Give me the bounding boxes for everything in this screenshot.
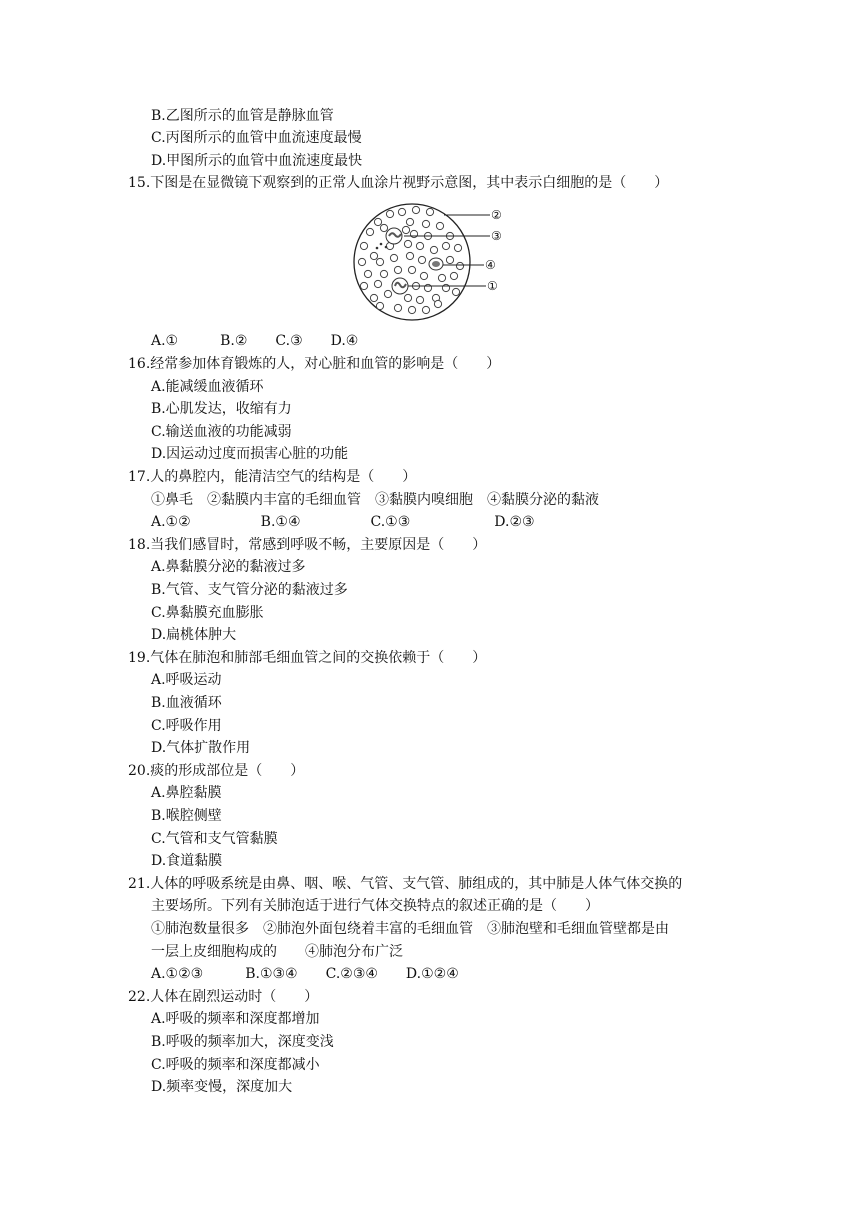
red-blood-cell (416, 296, 423, 303)
blood-smear-figure (350, 200, 510, 328)
red-blood-cell (376, 258, 383, 265)
red-blood-cell (380, 224, 387, 231)
white-blood-cell-1 (392, 278, 408, 294)
red-blood-cell (408, 306, 415, 313)
red-blood-cell (408, 266, 415, 273)
red-blood-cell (442, 242, 449, 249)
red-blood-cell (438, 274, 445, 281)
q16-option-b: B.心肌发达，收缩有力 (151, 401, 292, 417)
q21-items-line1: ①肺泡数量很多 ②肺泡外面包绕着丰富的毛细血管 ③肺泡壁和毛细血管壁都是由 (151, 921, 669, 937)
q15-options: A.① B.② C.③ D.④ (151, 333, 359, 349)
red-blood-cell (452, 288, 459, 295)
q21-options: A.①②③ B.①③④ C.②③④ D.①②④ (151, 966, 459, 982)
q16-option-c: C.输送血液的功能减弱 (151, 424, 292, 440)
q18-option-c: C.鼻黏膜充血膨胀 (151, 605, 264, 621)
q20-option-d: D.食道黏膜 (151, 853, 223, 869)
q17-options: A.①② B.①④ C.①③ D.②③ (151, 514, 535, 530)
q14-option-b: B.乙图所示的血管是静脉血管 (151, 108, 334, 124)
q19-option-a: A.呼吸运动 (151, 672, 222, 688)
red-blood-cell (360, 282, 367, 289)
red-blood-cell (434, 300, 441, 307)
red-blood-cell (394, 266, 401, 273)
q18-option-b: B.气管、支气管分泌的黏液过多 (151, 582, 348, 598)
red-blood-cell (456, 262, 463, 269)
figure-label-3: ③ (491, 229, 502, 243)
red-blood-cell (436, 222, 443, 229)
q19-option-b: B.血液循环 (151, 695, 222, 711)
red-blood-cell (394, 304, 401, 311)
q17-stem: 17.人的鼻腔内，能清洁空气的结构是（ ） (128, 469, 417, 485)
red-blood-cell (370, 294, 377, 301)
q19-option-d: D.气体扩散作用 (151, 740, 251, 756)
red-blood-cell (406, 252, 413, 259)
q21-items-line2: 一层上皮细胞构成的 ④肺泡分布广泛 (151, 944, 403, 960)
figure-label-4: ④ (485, 258, 496, 272)
q16-option-a: A.能减缓血液循环 (151, 379, 264, 395)
red-blood-cell (420, 272, 427, 279)
red-blood-cell (426, 208, 433, 215)
q22-stem: 22.人体在剧烈运动时（ ） (128, 989, 319, 1005)
q20-stem: 20.痰的形成部位是（ ） (128, 763, 305, 779)
red-blood-cell (404, 294, 411, 301)
red-blood-cell (442, 284, 449, 291)
red-blood-cell (358, 258, 365, 265)
q16-option-d: D.因运动过度而损害心脏的功能 (151, 446, 349, 462)
white-blood-cell-3 (386, 228, 402, 244)
cell-4 (429, 258, 443, 270)
q22-option-a: A.呼吸的频率和深度都增加 (151, 1011, 320, 1027)
red-blood-cell (404, 240, 411, 247)
red-blood-cell (376, 302, 383, 309)
q17-items: ①鼻毛 ②黏膜内丰富的毛细血管 ③黏膜内嗅细胞 ④黏膜分泌的黏液 (151, 492, 599, 508)
red-blood-cell (402, 226, 409, 233)
red-blood-cell (424, 284, 431, 291)
red-blood-cell (398, 208, 405, 215)
q22-option-b: B.呼吸的频率加大，深度变浅 (151, 1034, 334, 1050)
red-blood-cell (422, 306, 429, 313)
red-blood-cell (374, 280, 381, 287)
red-blood-cell (384, 290, 391, 297)
red-blood-cell (416, 242, 423, 249)
red-blood-cell (410, 230, 417, 237)
red-blood-cell (380, 270, 387, 277)
q15-stem: 15.下图是在显微镜下观察到的正常人血涂片视野示意图，其中表示白细胞的是（ ） (128, 175, 669, 191)
red-blood-cell (412, 206, 419, 213)
red-blood-cell (370, 252, 377, 259)
figure-label-2: ② (491, 208, 502, 222)
red-blood-cell (430, 246, 437, 253)
q18-option-a: A.鼻黏膜分泌的黏液过多 (151, 559, 306, 575)
red-blood-cell (418, 256, 425, 263)
q21-stem-line1: 21.人体的呼吸系统是由鼻、咽、喉、气管、支气管、肺组成的，其中肺是人体气体交换的 (128, 876, 683, 892)
red-blood-cell (360, 242, 367, 249)
red-blood-cell (366, 228, 373, 235)
q16-stem: 16.经常参加体育锻炼的人，对心脏和血管的影响是（ ） (128, 356, 501, 372)
q21-stem-line2: 主要场所。下列有关肺泡适于进行气体交换特点的叙述正确的是（ ） (151, 898, 599, 914)
q19-stem: 19.气体在肺泡和肺部毛细血管之间的交换依赖于（ ） (128, 650, 487, 666)
red-blood-cell (446, 256, 453, 263)
red-blood-cell (450, 272, 457, 279)
red-blood-cell (406, 218, 413, 225)
figure-label-1: ① (487, 279, 498, 293)
red-blood-cell (454, 244, 461, 251)
q22-option-c: C.呼吸的频率和深度都减小 (151, 1057, 320, 1073)
red-blood-cell (390, 254, 397, 261)
q20-option-c: C.气管和支气管黏膜 (151, 831, 278, 847)
q20-option-a: A.鼻腔黏膜 (151, 785, 222, 801)
q19-option-c: C.呼吸作用 (151, 718, 222, 734)
q20-option-b: B.喉腔侧壁 (151, 808, 222, 824)
red-blood-cell (422, 220, 429, 227)
q18-stem: 18.当我们感冒时，常感到呼吸不畅，主要原因是（ ） (128, 537, 487, 553)
red-blood-cell (386, 210, 393, 217)
q14-option-d: D.甲图所示的血管中血流速度最快 (151, 153, 363, 169)
red-blood-cell (374, 218, 381, 225)
red-blood-cell (364, 270, 371, 277)
q22-option-d: D.频率变慢，深度加大 (151, 1079, 293, 1095)
q18-option-d: D.扁桃体肿大 (151, 627, 237, 643)
q14-option-c: C.丙图所示的血管中血流速度最慢 (151, 130, 362, 146)
